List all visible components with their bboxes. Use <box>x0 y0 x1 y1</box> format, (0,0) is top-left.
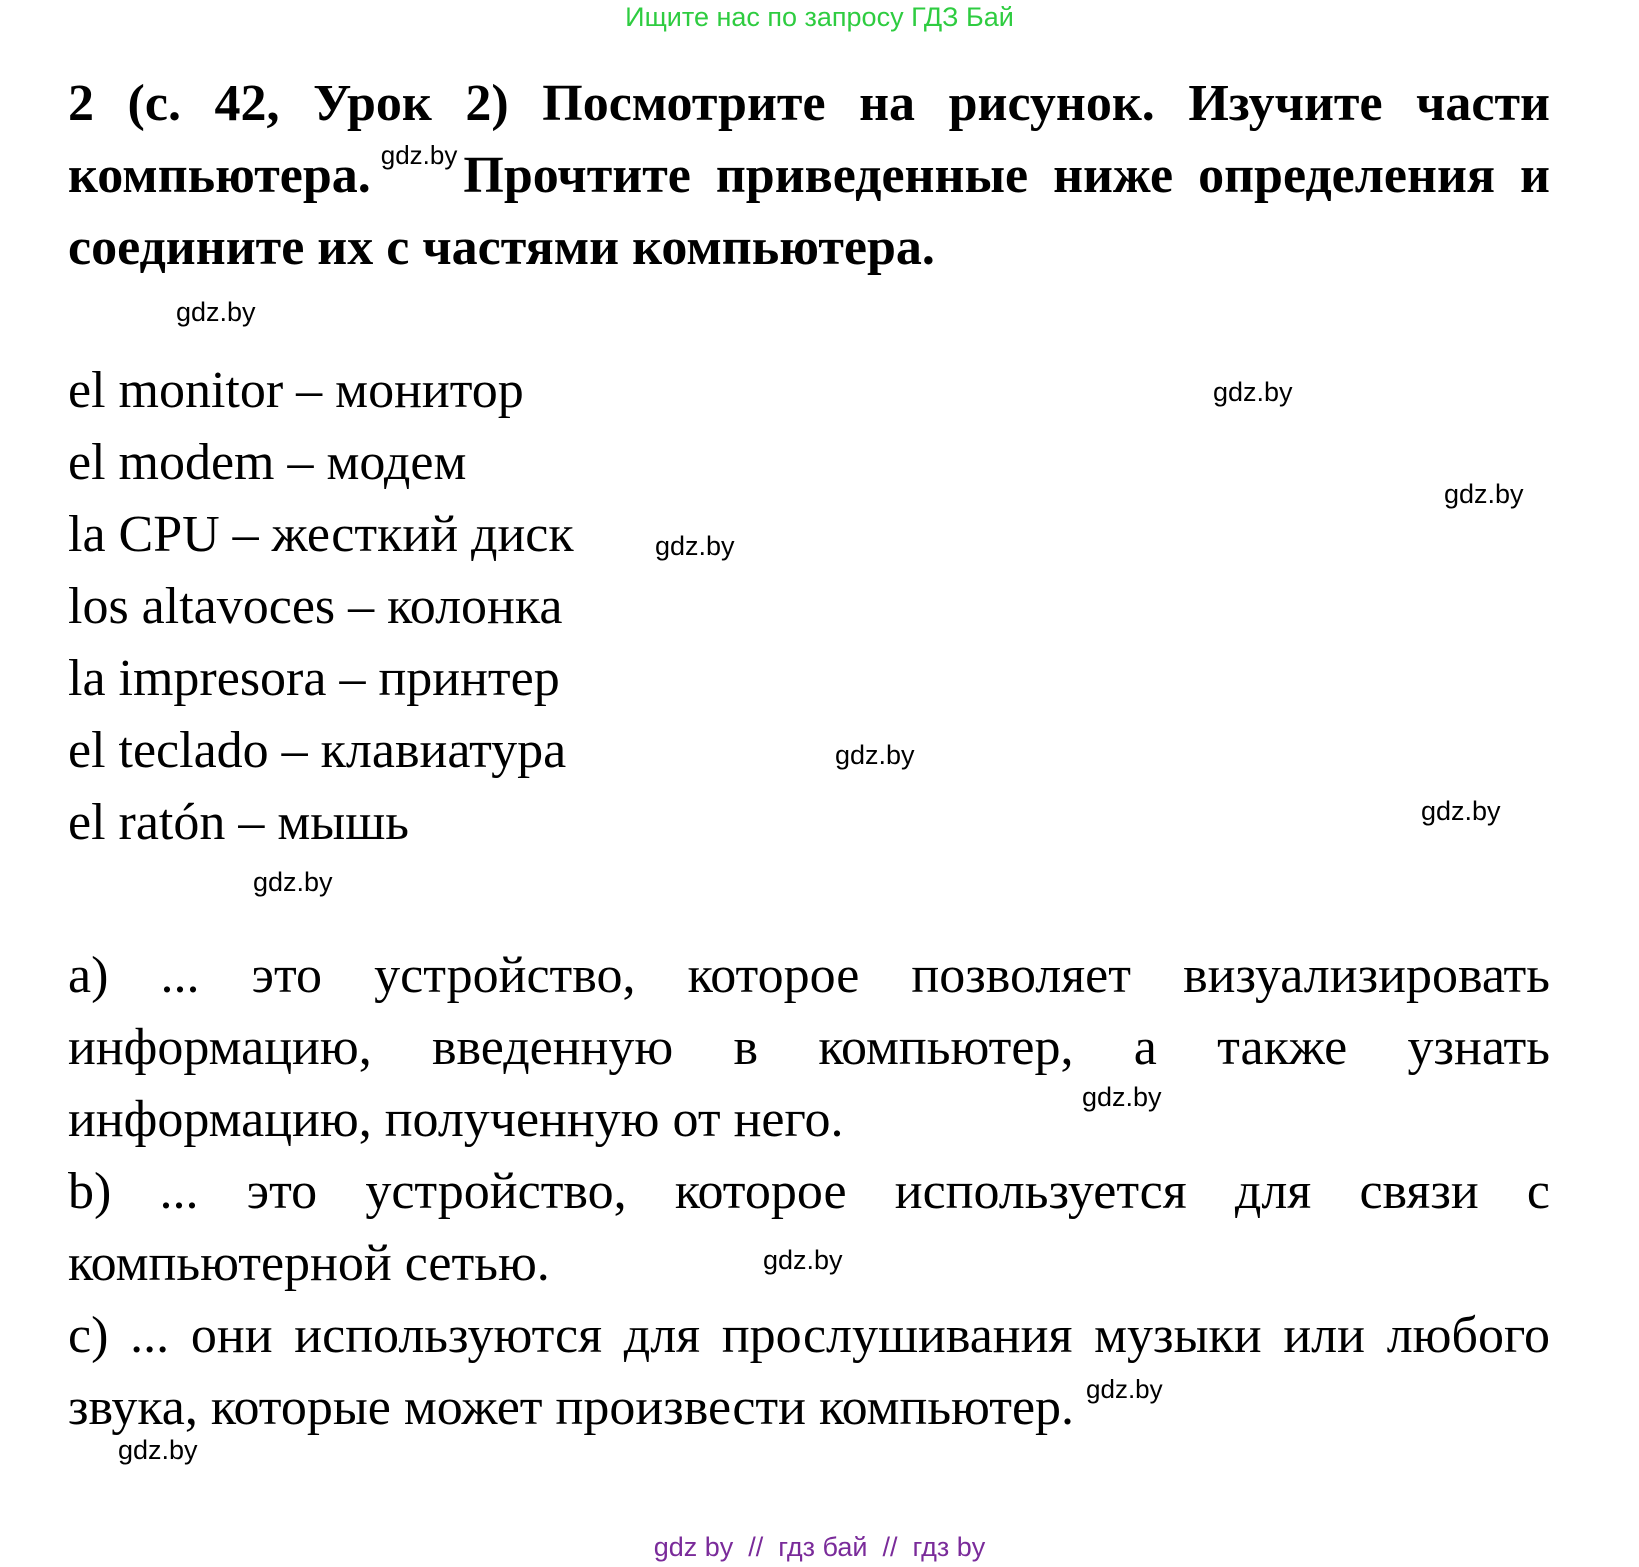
watermark: gdz.by <box>253 867 333 897</box>
watermark: gdz.by <box>1421 796 1501 826</box>
definition-c <box>68 1300 1550 1444</box>
task-title-part2: Прочтите приведенные ниже определения и соедините их с частями компьютера. <box>68 147 1550 276</box>
task-title-part1: 2 (с. 42, Урок 2) Посмотрите на рисунок. Изучите части компьютера. <box>68 75 1550 204</box>
footer-link-gdz-bai[interactable]: гдз бай <box>778 1532 868 1562</box>
footer-separator: // <box>867 1532 913 1562</box>
vocab-item: la impresora – принтер <box>68 650 560 707</box>
vocab-item: la CPU – жесткий диск <box>68 506 574 563</box>
vocab-item: el ratón – мышь <box>68 794 409 851</box>
watermark: gdz.by <box>1213 377 1293 407</box>
footer-link-gdz-by[interactable]: gdz by <box>653 1532 734 1562</box>
search-banner[interactable]: Ищите нас по запросу ГДЗ Бай <box>625 2 1014 32</box>
watermark: gdz.by <box>176 297 256 327</box>
footer-links <box>0 1530 1639 1564</box>
definitions <box>68 940 1550 1444</box>
vocab-item: el modem – модем <box>68 434 467 491</box>
watermark: gdz.by <box>655 531 735 561</box>
footer-separator: // <box>733 1532 779 1562</box>
definition-a-text: a) ... это устройство, которое позволяет визуализировать информацию, введенную в компьютер, а также узнать информацию, полученную от него. <box>68 947 1550 1148</box>
watermark: gdz.by <box>1086 1374 1163 1404</box>
task-title <box>68 68 1550 284</box>
vocab-item: el teclado – клавиатура <box>68 722 567 779</box>
watermark: gdz.by <box>1444 479 1524 509</box>
vocabulary-list <box>68 355 574 859</box>
watermark: gdz.by <box>380 140 458 170</box>
definition-a <box>68 940 1550 1156</box>
watermark: gdz.by <box>835 740 915 770</box>
watermark: gdz.by <box>763 1245 843 1275</box>
vocab-item: los altavoces – колонка <box>68 578 563 635</box>
vocab-item: el monitor – монитор <box>68 362 524 419</box>
definition-b <box>68 1156 1550 1300</box>
definition-c-text: c) ... они используются для прослушивания музыки или любого звука, которые может произвести компьютер. <box>68 1307 1550 1436</box>
watermark: gdz.by <box>1082 1082 1162 1112</box>
definition-b-text: b) ... это устройство, которое используется для связи с компьютерной сетью. <box>68 1163 1550 1292</box>
watermark: gdz.by <box>118 1435 198 1465</box>
footer-link-gdz-by-ru[interactable]: гдз by <box>912 1532 986 1562</box>
